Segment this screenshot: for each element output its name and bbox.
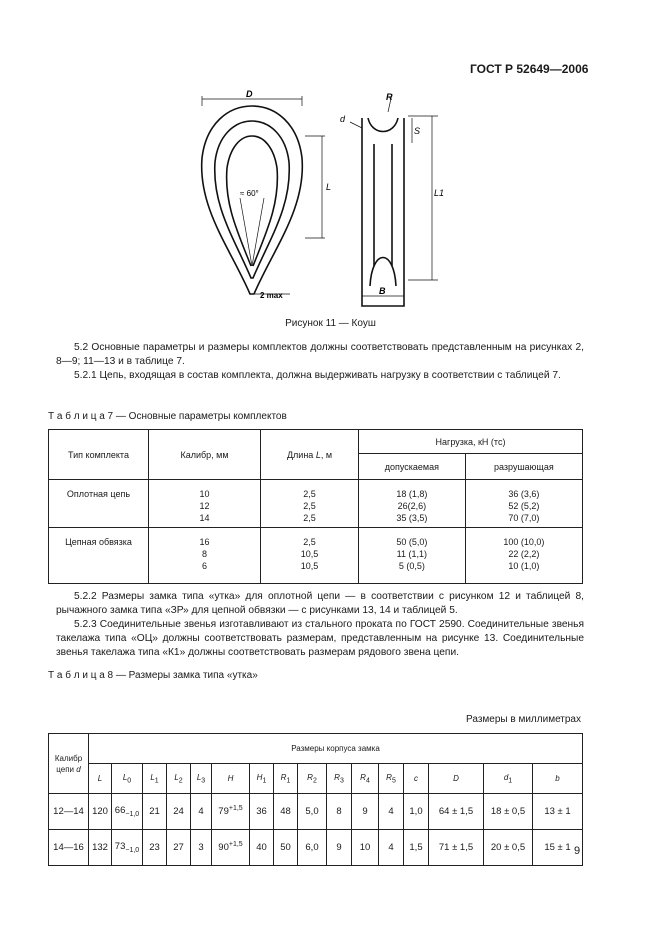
label-L1: L1 [434,188,445,198]
t7-header-breaking: разрушающая [465,454,582,480]
paragraph-5-2-3: 5.2.3 Соединительные звенья изготавливают из стального проката по ГОСТ 2590. Соединительные звенья такелажа типа «ОЦ» должны соответствовать размерам, представленным на рисунке 13. Соединительные звенья такелажа типа «К1» должны соответствовать размерам рядового звена цепи. [56,619,584,658]
standard-number: ГОСТ Р 52649—2006 [470,62,589,76]
label-R: R [386,92,393,102]
t8-header-body: Размеры корпуса замка [89,734,583,764]
t7-header-length: Длина L, м [261,430,359,480]
table-row: 12—14 120 $66_{-1,0}$ 21 24 4 $79^{+1,5}$ 36 48 5,0 8 9 4 1,0 64 ± 1,5 18 ± 0,5 13 ± 1 [49,794,583,830]
paragraph-5-2-2: 5.2.2 Размеры замка типа «утка» для оплотной цепи — в соответствии с рисунком 12 и таблицей 8, рычажного замка типа «ЗР» для цепной обвязки — с рисунками 13, 14 и таблицей 5. [56,591,584,616]
paragraph-5-2: 5.2 Основные параметры и размеры комплектов должны соответствовать представленным на рисунках 2, 8—9; 11—13 и в таблице 7. [56,342,584,367]
units-note: Размеры в миллиметрах [466,714,581,725]
t7-header-caliber: Калибр, мм [149,430,261,480]
label-D: D [246,89,253,99]
t8-header-caliber: Калибр цепи d [49,734,89,794]
t7-header-type: Тип комплекта [49,430,149,480]
table-7 [48,429,583,584]
thimble-figure [180,88,450,313]
label-max: 2 max [260,291,283,300]
page-number: 9 [574,845,581,857]
table8-caption: Т а б л и ц а 8 — Размеры замка типа «утка» [48,670,258,681]
table-row: Цепная обвязка 16 8 6 2,5 10,5 10,5 50 (5,0) 11 (1,1) 5 (0,5) 100 (10,0) 22 (2,2) 10 (1,0) [49,528,583,584]
table-row: Оплотная цепь 10 12 14 2,5 2,5 2,5 18 (1,8) 26(2,6) 35 (3,5) 36 (3,6) 52 (5,2) 70 (7,0) [49,480,583,528]
table-row: 14—16 132 $73_{-1,0}$ 23 27 3 $90^{+1,5}$ 40 50 6,0 9 10 4 1,5 71 ± 1,5 20 ± 0,5 15 ± 1 [49,830,583,866]
table7-caption: Т а б л и ц а 7 — Основные параметры комплектов [48,411,287,422]
paragraph-5-2-1: 5.2.1 Цепь, входящая в состав комплекта, должна выдерживать нагрузку в соответствии с таблицей 7. [74,370,561,381]
label-B: B [379,286,386,296]
label-angle: ≈ 60° [240,189,259,198]
thimble-inner [215,121,290,278]
figure-caption: Рисунок 11 — Коуш [285,318,376,329]
label-L: L [326,182,332,192]
t7-header-load: Нагрузка, кН (тс) [359,430,583,454]
thimble-side-body [362,118,404,306]
table-8: Калибр цепи d Размеры корпуса замка L $L_0$ $L_1$ $L_2$ $L_3$ H $H_1$ $R_1$ $R_2$ $R_3$ $R_4$ $R_5$ c D $d_1$ b 12—14 120 $66_{-1,0}$ 21 24 4 $79^{+1,5}$ 36 48 5,0 8 9 4 1,0 64 ± 1,5 18 ± 0,5 13 ± 1 14—16 132 $73_{-1,0}$ 23 27 3 $90^{+1,5}$ 40 50 6,0 9 10 4 1,5 71 ± 1,5 20 ± 0,5 15 ± 1 [48,733,583,866]
label-S: S [414,126,421,136]
label-d: d [340,114,346,124]
t7-header-allowed: допускаемая [359,454,466,480]
